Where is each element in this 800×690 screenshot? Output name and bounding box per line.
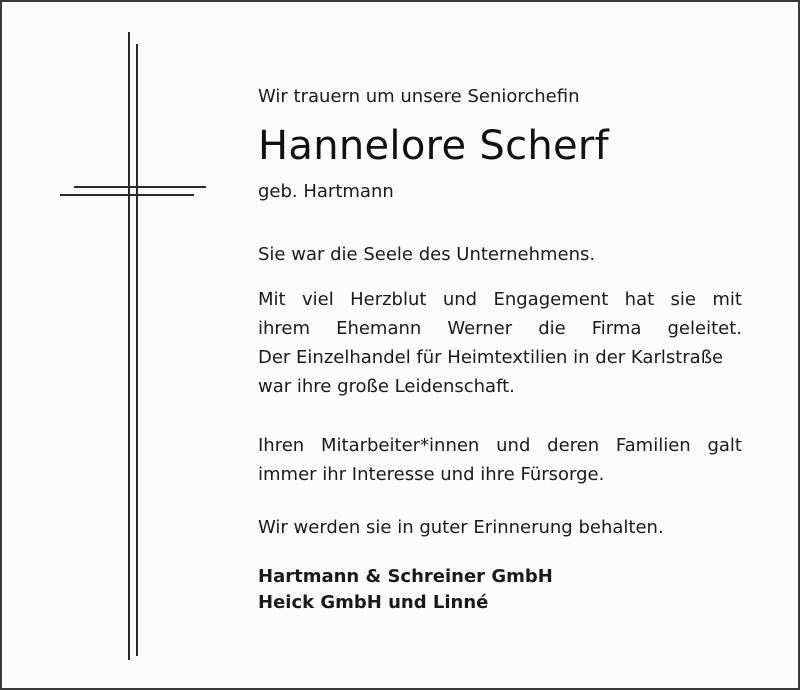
paragraph-2-line: immer ihr Interesse und ihre Fürsorge. [258,464,605,485]
intro-text: Wir trauern um unsere Seniorchefin [258,86,580,107]
paragraph-2-line: Ihren Mitarbeiter*innen und deren Familien galt [258,435,742,456]
paragraph-1-line: war ihre große Leidenschaft. [258,376,515,397]
paragraph-1-line: Mit viel Herzblut und Engagement hat sie mit [258,289,742,310]
deceased-name: Hannelore Scherf [258,123,610,169]
signature-company: Hartmann & Schreiner GmbH [258,566,553,587]
paragraph-1-line: ihrem Ehemann Werner die Firma geleitet. [258,318,742,339]
signature-company: Heick GmbH und Linné [258,592,489,613]
birth-name: geb. Hartmann [258,181,394,202]
paragraph-1 [258,285,742,401]
signatures [258,564,742,616]
obituary-text [258,82,742,616]
paragraph-2 [258,431,742,489]
paragraph-1-line: Der Einzelhandel für Heimtextilien in der Karlstraße [258,347,724,368]
statement-text: Sie war die Seele des Unternehmens. [258,244,596,265]
closing-text: Wir werden sie in guter Erinnerung behalten. [258,517,664,538]
